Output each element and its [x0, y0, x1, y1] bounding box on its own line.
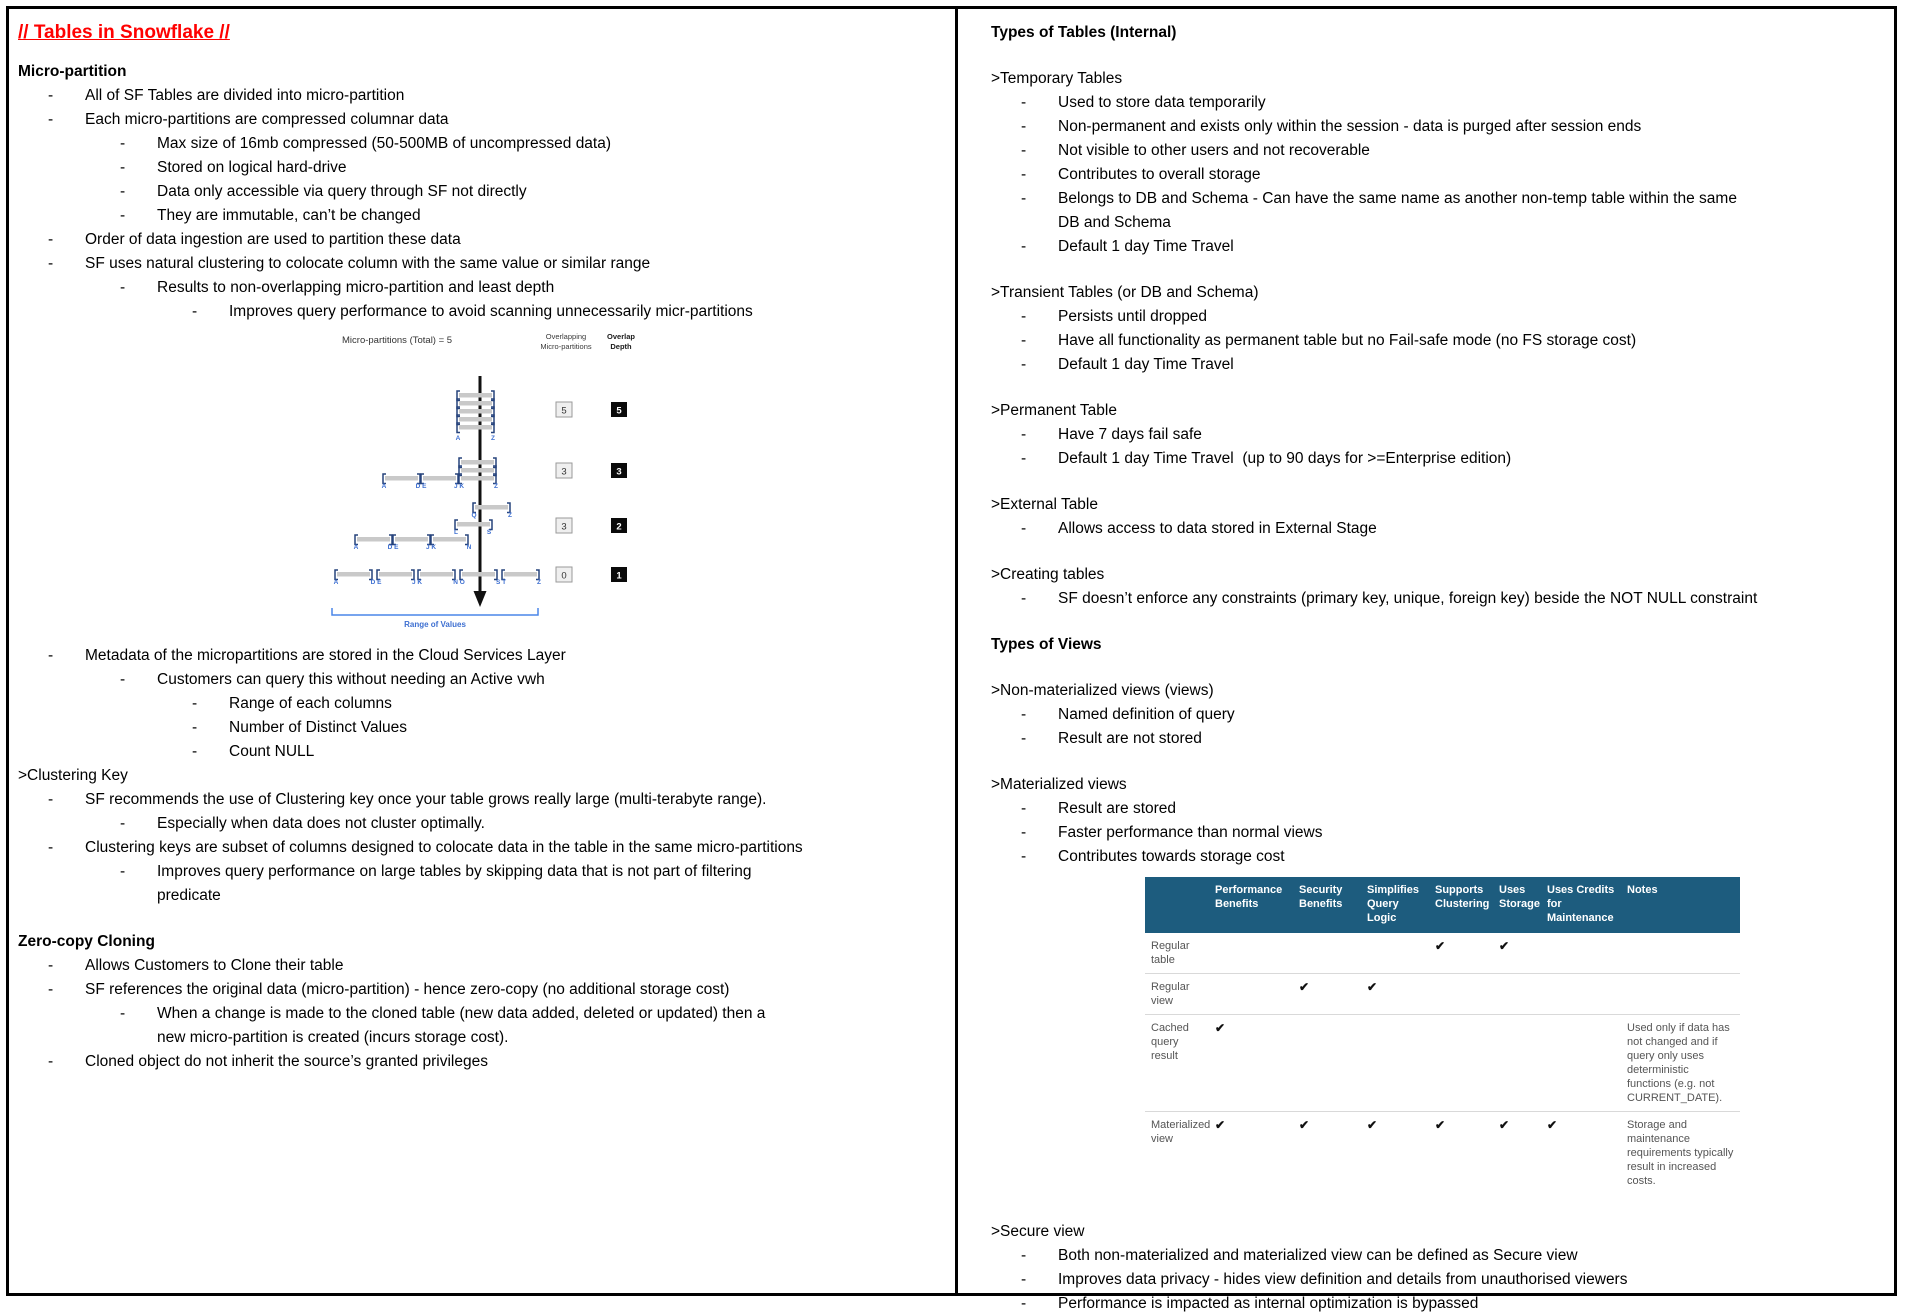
partition-bars-row-1 [457, 391, 494, 433]
svg-text:Z: Z [537, 579, 541, 586]
svg-text:Q: Q [471, 512, 477, 519]
check-cell: ✔ [1499, 1118, 1510, 1132]
svg-text:L: L [454, 529, 458, 536]
column-header: Simplifies Query Logic [1361, 877, 1429, 933]
row-label: Cached query result [1145, 1015, 1209, 1112]
svg-text:5: 5 [561, 405, 567, 417]
row-1-range-labels [456, 435, 495, 442]
bullet-line: - Each micro-partitions are compressed columnar data [18, 108, 945, 132]
bullet-line: - Clustering keys are subset of columns designed to colocate data in the table in the same micro-partitions [18, 836, 945, 860]
overlapping-partitions-header [540, 332, 592, 351]
svg-text:Overlapping: Overlapping [545, 332, 587, 341]
check-cell: ✔ [1367, 1118, 1378, 1132]
check-cell: ✔ [1293, 974, 1361, 1015]
bullet-line: - Stored on logical hard-drive [18, 156, 945, 180]
document-page [6, 6, 1897, 1312]
partition-bars-row-2 [383, 458, 496, 484]
subsection-materialized-views: >Materialized views [991, 776, 1127, 793]
section-heading-types-of-tables: Types of Tables (Internal) [991, 24, 1177, 41]
bullet-line: - Non-permanent and exists only within the session - data is purged after session ends [991, 115, 1884, 139]
check-cell [1541, 933, 1621, 974]
bullet-line: - Persists until dropped [991, 305, 1884, 329]
svg-text:1: 1 [616, 570, 622, 582]
bullet-line: - SF doesn’t enforce any constraints (primary key, unique, foreign key) beside the NOT NULL constraint [991, 587, 1884, 611]
micro-partition-diagram [330, 330, 945, 640]
bullet-line: - Max size of 16mb compressed (50-500MB of uncompressed data) [18, 132, 945, 156]
section-heading-types-of-views: Types of Views [991, 636, 1102, 653]
bullet-line: - Customers can query this without needing an Active vwh [18, 668, 945, 692]
check-cell [1493, 1015, 1541, 1112]
bullet-line: - Allows Customers to Clone their table [18, 954, 945, 978]
check-cell: ✔ [1215, 1118, 1226, 1132]
bullet-line: - Result are stored [991, 797, 1884, 821]
bullet-line: - Order of data ingestion are used to partition these data [18, 228, 945, 252]
check-cell [1541, 1015, 1621, 1112]
bullet-line: - Data only accessible via query through SF not directly [18, 180, 945, 204]
bullet-line: - Result are not stored [991, 727, 1884, 751]
svg-text:D E: D E [387, 544, 399, 551]
check-cell [1293, 933, 1361, 974]
notes-cell: Used only if data has not changed and if query only uses deterministic functions (e.g. not CURRENT_DATE). [1621, 1015, 1740, 1112]
subsection-secure-view: >Secure view [991, 1223, 1085, 1240]
check-cell: ✔ [1493, 933, 1541, 974]
overlap-depth-boxes [611, 402, 627, 582]
bullet-line: - Cloned object do not inherit the source’s granted privileges [18, 1050, 945, 1074]
check-cell [1429, 974, 1493, 1015]
bullet-line: - All of SF Tables are divided into micro-partition [18, 84, 945, 108]
table-row [1145, 933, 1740, 974]
row-label: Regular view [1145, 974, 1209, 1015]
svg-text:A: A [381, 483, 387, 490]
bullet-line: - Default 1 day Time Travel [991, 235, 1884, 259]
subsection-creating-tables: >Creating tables [991, 566, 1105, 583]
range-of-values-bracket [332, 608, 538, 629]
table-row [1145, 1112, 1740, 1195]
svg-text:Overlap: Overlap [607, 332, 635, 341]
check-cell: ✔ [1429, 933, 1493, 974]
views-comparison-table [1145, 877, 1740, 1194]
svg-text:D E: D E [415, 483, 427, 490]
bullet-line: - Range of each columns [18, 692, 945, 716]
svg-text:5: 5 [616, 405, 622, 417]
bullet-line: - Improves data privacy - hides view definition and details from unauthorised viewers [991, 1268, 1884, 1292]
bullet-line: - Results to non-overlapping micro-partition and least depth [18, 276, 945, 300]
svg-text:A: A [455, 435, 461, 442]
check-cell [1209, 933, 1293, 974]
column-header: Supports Clustering [1429, 877, 1493, 933]
row-3-range-labels [354, 512, 512, 551]
svg-text:3: 3 [616, 466, 622, 478]
bullet-line: - Improves query performance to avoid scanning unnecessarily micr-partitions [18, 300, 945, 324]
check-cell [1493, 974, 1541, 1015]
row-4-range-labels [334, 579, 541, 586]
bullet-line: - SF references the original data (micro-partition) - hence zero-copy (no additional storage cost) [18, 978, 945, 1002]
check-cell [1541, 974, 1621, 1015]
overlap-depth-header [607, 332, 635, 351]
check-cell [1209, 974, 1293, 1015]
diagram-total-label: Micro-partitions (Total) = 5 [342, 335, 453, 346]
bullet-line: - Have 7 days fail safe [991, 423, 1884, 447]
bullet-line: - Number of Distinct Values [18, 716, 945, 740]
column-header: Uses Credits for Maintenance [1541, 877, 1621, 933]
svg-text:S T: S T [495, 579, 507, 586]
bullet-line: - Contributes towards storage cost [991, 845, 1884, 869]
bullet-line: - Metadata of the micropartitions are stored in the Cloud Services Layer [18, 644, 945, 668]
check-cell: ✔ [1299, 1118, 1310, 1132]
svg-text:N: N [466, 544, 472, 551]
svg-text:J K: J K [453, 483, 465, 490]
partition-bars-row-3 [355, 503, 510, 545]
bullet-line: - They are immutable, can’t be changed [18, 204, 945, 228]
bullet-line: - Especially when data does not cluster optimally. [18, 812, 945, 836]
svg-text:Micro-partitions: Micro-partitions [540, 342, 592, 351]
svg-text:A: A [333, 579, 339, 586]
subsection-external-table: >External Table [991, 496, 1098, 513]
check-cell [1293, 1015, 1361, 1112]
svg-text:Z: Z [508, 512, 512, 519]
left-column [9, 9, 955, 1293]
bullet-line: - Used to store data temporarily [991, 91, 1884, 115]
bullet-line: - SF uses natural clustering to colocate column with the same value or similar range [18, 252, 945, 276]
bullet-line: - Allows access to data stored in External Stage [991, 517, 1884, 541]
partition-bars-row-4 [335, 570, 539, 580]
row-label: Regular table [1145, 933, 1209, 974]
bullet-line: - Default 1 day Time Travel (up to 90 days for >=Enterprise edition) [991, 447, 1884, 471]
svg-text:3: 3 [561, 521, 567, 533]
bullet-line: - Belongs to DB and Schema - Can have the same name as another non-temp table within the same DB and Schema [991, 187, 1884, 235]
svg-text:A: A [353, 544, 359, 551]
check-cell: ✔ [1209, 1015, 1293, 1112]
bullet-line: - Count NULL [18, 740, 945, 764]
notes-cell [1621, 974, 1740, 1015]
subsection-permanent-table: >Permanent Table [991, 402, 1117, 419]
table-header-row [1145, 877, 1740, 933]
svg-text:Z: Z [494, 483, 498, 490]
svg-text:S: S [486, 529, 492, 536]
subsection-temporary-tables: >Temporary Tables [991, 70, 1123, 87]
check-cell [1361, 933, 1429, 974]
subsection-clustering-key: >Clustering Key [18, 767, 128, 784]
check-cell: ✔ [1547, 1118, 1558, 1132]
table-row [1145, 1015, 1740, 1112]
check-cell: ✔ [1361, 974, 1429, 1015]
bullet-line: - Performance is impacted as internal optimization is bypassed [991, 1292, 1884, 1316]
right-column [955, 9, 1894, 1312]
section-heading-micro-partition: Micro-partition [18, 63, 127, 80]
column-header: Uses Storage [1493, 877, 1541, 933]
svg-text:Depth: Depth [610, 342, 632, 351]
overlapping-count-boxes [556, 402, 572, 582]
bullet-line: - Both non-materialized and materialized view can be defined as Secure view [991, 1244, 1884, 1268]
check-cell: ✔ [1435, 1118, 1446, 1132]
bullet-line: - Not visible to other users and not recoverable [991, 139, 1884, 163]
svg-text:Z: Z [491, 435, 495, 442]
svg-text:3: 3 [561, 466, 567, 478]
check-cell [1361, 1015, 1429, 1112]
section-heading-zero-copy-cloning: Zero-copy Cloning [18, 933, 155, 950]
svg-text:N O: N O [453, 579, 465, 586]
svg-text:D E: D E [370, 579, 382, 586]
range-of-values-label: Range of Values [404, 620, 466, 629]
doc-title: // Tables in Snowflake // [18, 22, 230, 43]
bullet-line: - Default 1 day Time Travel [991, 353, 1884, 377]
svg-text:0: 0 [561, 570, 567, 582]
column-header: Security Benefits [1293, 877, 1361, 933]
row-label: Materialized view [1151, 1119, 1211, 1145]
bullet-line: - Faster performance than normal views [991, 821, 1884, 845]
column-header: Notes [1621, 877, 1740, 933]
bullet-line: - SF recommends the use of Clustering key once your table grows really large (multi-terabyte range). [18, 788, 945, 812]
svg-text:2: 2 [616, 521, 622, 533]
bullet-line: - Contributes to overall storage [991, 163, 1884, 187]
column-header [1145, 877, 1209, 933]
notes-cell [1621, 933, 1740, 974]
bullet-line: - Named definition of query [991, 703, 1884, 727]
subsection-transient-tables: >Transient Tables (or DB and Schema) [991, 284, 1259, 301]
subsection-non-materialized-views: >Non-materialized views (views) [991, 682, 1214, 699]
bullet-line: - Improves query performance on large tables by skipping data that is not part of filtering predicate [18, 860, 945, 908]
svg-text:J K: J K [425, 544, 437, 551]
column-header: Performance Benefits [1209, 877, 1293, 933]
bullet-line: - When a change is made to the cloned table (new data added, deleted or updated) then a new micro-partition is created (incurs storage cost). [18, 1002, 945, 1050]
check-cell [1429, 1015, 1493, 1112]
notes-cell: Storage and maintenance requirements typically result in increased costs. [1627, 1119, 1734, 1187]
table-row [1145, 974, 1740, 1015]
bullet-line: - Have all functionality as permanent table but no Fail-safe mode (no FS storage cost) [991, 329, 1884, 353]
svg-text:J K: J K [411, 579, 423, 586]
